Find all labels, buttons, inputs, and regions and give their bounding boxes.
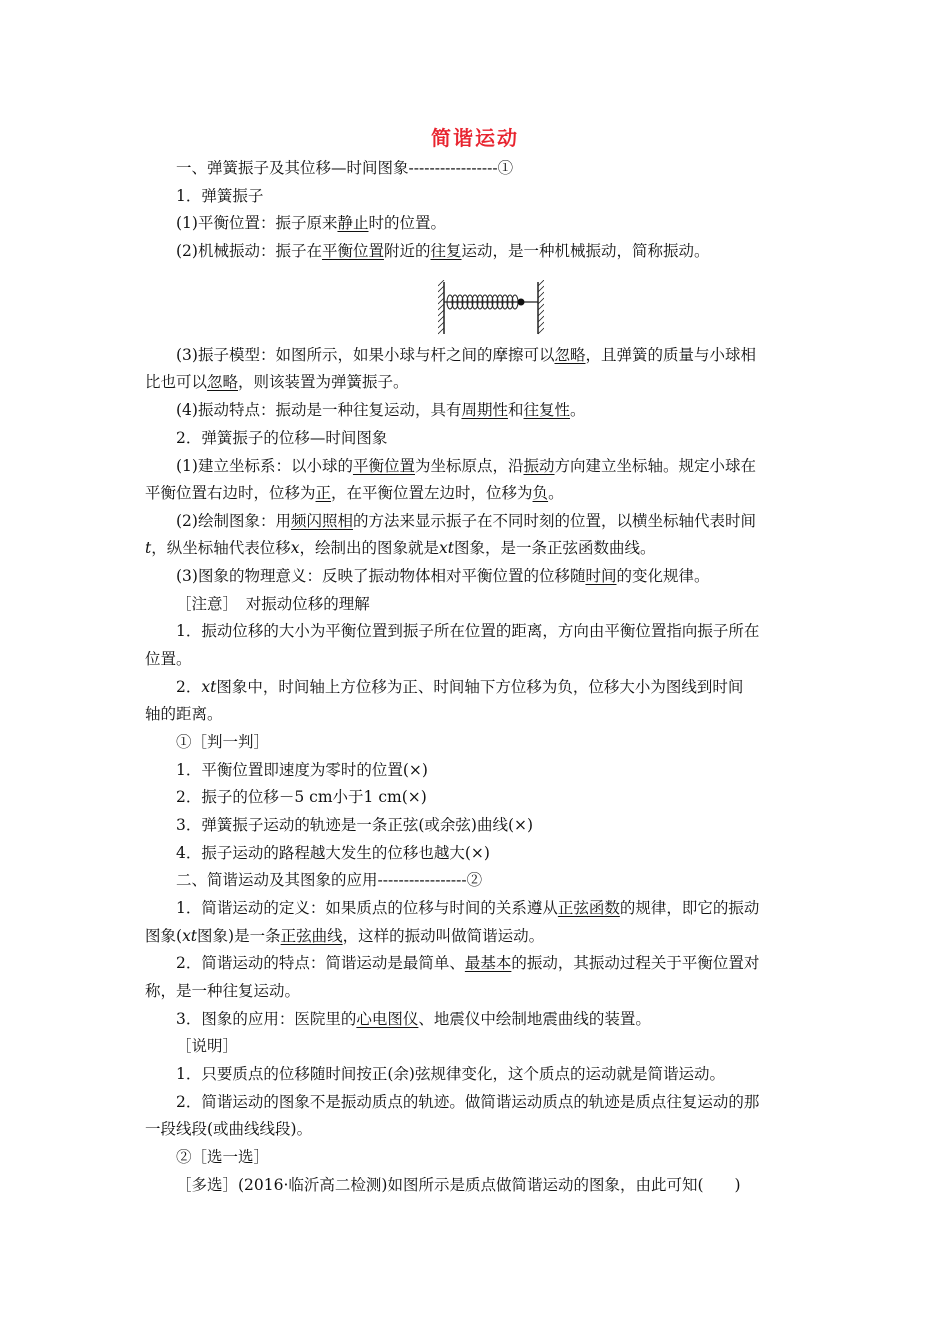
text-run: ，在平衡位置左边时，位移为 bbox=[331, 484, 533, 502]
text-run: ，且弹簧的质量与小球相 bbox=[585, 346, 756, 364]
text-run: 2．简谐运动的特点：简谐运动是最简单、 bbox=[176, 954, 465, 972]
text-run: ，纵坐标轴代表位移 bbox=[151, 539, 291, 557]
spring-oscillator-figure bbox=[438, 280, 544, 336]
para-vibration-features bbox=[176, 400, 586, 420]
note-item-1-line-1: 1．振动位移的大小为平衡位置到振子所在位置的距离，方向由平衡位置指向振子所在 bbox=[176, 622, 760, 640]
underlined-answer: 往复性 bbox=[523, 401, 571, 419]
question-text: ［多选］(2016·临沂高二检测)如图所示是质点做简谐运动的图象，由此可知( ) bbox=[176, 1176, 741, 1194]
text-run: 比也可以 bbox=[145, 373, 208, 391]
explain-item-1: 1．只要质点的位移随时间按正(余)弦规律变化，这个质点的运动就是简谐运动。 bbox=[176, 1065, 725, 1083]
text-run: xt bbox=[201, 678, 217, 696]
text-run: (2)机械振动：振子在 bbox=[176, 242, 322, 260]
para-applications bbox=[176, 1009, 651, 1029]
para-features-2: 称，是一种往复运动。 bbox=[145, 982, 301, 1000]
text-run: t bbox=[145, 539, 152, 557]
note-item-2-line-1 bbox=[176, 677, 743, 697]
para-oscillator-model-2 bbox=[145, 372, 409, 392]
underlined-answer: 振动 bbox=[523, 457, 555, 475]
note-item-1-line-2: 位置。 bbox=[145, 650, 192, 668]
underlined-answer: 时间 bbox=[585, 567, 617, 585]
judge-item-1: 1．平衡位置即速度为零时的位置(×) bbox=[176, 761, 428, 779]
subheading-xt-graph: 2．弹簧振子的位移—时间图象 bbox=[176, 429, 388, 447]
text-run: 图象中，时间轴上方位移为正、时间轴下方位移为负，位移大小为图线到时间 bbox=[216, 678, 744, 696]
text-run: xt bbox=[182, 927, 198, 945]
choose-title: ②［选一选］ bbox=[176, 1148, 270, 1166]
section-1-heading bbox=[176, 158, 513, 178]
judge-title: ①［判一判］ bbox=[176, 733, 270, 751]
underlined-answer: 往复 bbox=[430, 242, 462, 260]
text-run: (1)建立坐标系：以小球的 bbox=[176, 457, 353, 475]
text-run: ----------------- bbox=[377, 871, 467, 889]
judge-item-3: 3．弹簧振子运动的轨迹是一条正弦(或余弦)曲线(×) bbox=[176, 816, 534, 834]
para-physical-meaning bbox=[176, 566, 710, 586]
text-run: x bbox=[290, 539, 300, 557]
para-coordinate-1 bbox=[176, 456, 756, 476]
text-run: (3)振子模型：如图所示，如果小球与杆之间的摩擦可以 bbox=[176, 346, 555, 364]
text-run: ，绘制出的图象就是 bbox=[299, 539, 440, 557]
text-run: 平衡位置右边时，位移为 bbox=[145, 484, 316, 502]
underlined-answer: 平衡位置 bbox=[321, 242, 384, 260]
para-definition-2 bbox=[145, 926, 544, 946]
text-run: xt bbox=[439, 539, 454, 557]
underlined-answer: 平衡位置 bbox=[352, 457, 415, 475]
explain-item-2-line-1: 2．简谐运动的图象不是振动质点的轨迹。做简谐运动质点的轨迹是质点往复运动的那 bbox=[176, 1093, 760, 1111]
para-equilibrium-position bbox=[176, 213, 446, 233]
text-run: ② bbox=[466, 871, 483, 889]
underlined-answer: 正弦函数 bbox=[557, 899, 620, 917]
note-item-2-line-2: 轴的距离。 bbox=[145, 705, 223, 723]
text-run: 3．图象的应用：医院里的 bbox=[176, 1010, 357, 1028]
text-run: 为坐标原点，沿 bbox=[414, 457, 524, 475]
underlined-answer: 正弦曲线 bbox=[280, 927, 343, 945]
section-2-heading bbox=[176, 870, 482, 890]
text-run: (1)平衡位置：振子原来 bbox=[176, 214, 338, 232]
explain-item-2-line-2: 一段线段(或曲线线段)。 bbox=[145, 1120, 313, 1138]
para-drawing-2 bbox=[145, 538, 656, 558]
underlined-answer: 负 bbox=[532, 484, 549, 502]
text-run: ① bbox=[497, 159, 514, 177]
text-run: 图象，是一条正弦函数曲线。 bbox=[454, 539, 656, 557]
text-run: 和 bbox=[507, 401, 524, 419]
text-run: 的方法来显示振子在不同时刻的位置，以横坐标轴代表时间 bbox=[352, 512, 756, 530]
text-run: 。 bbox=[570, 401, 586, 419]
underlined-answer: 静止 bbox=[337, 214, 369, 232]
text-run: ，这样的振动叫做简谐运动。 bbox=[342, 927, 545, 945]
para-oscillator-model-1 bbox=[176, 345, 756, 365]
underlined-answer: 忽略 bbox=[207, 373, 239, 391]
para-drawing-1 bbox=[176, 511, 756, 531]
text-run: 。 bbox=[548, 484, 564, 502]
text-run: ，则该装置为弹簧振子。 bbox=[238, 373, 409, 391]
judge-item-2: 2．振子的位移－5 cm小于1 cm(×) bbox=[176, 788, 427, 806]
para-definition-1 bbox=[176, 898, 759, 918]
note-title: ［注意］ 对振动位移的理解 bbox=[176, 595, 370, 613]
para-mechanical-vibration bbox=[176, 241, 710, 261]
underlined-answer: 心电图仪 bbox=[356, 1010, 419, 1028]
underlined-answer: 周期性 bbox=[461, 401, 508, 419]
text-run: 图象)是一条 bbox=[197, 927, 281, 945]
para-coordinate-2 bbox=[145, 483, 564, 503]
text-run: 一、弹簧振子及其位移—时间图象 bbox=[176, 159, 409, 177]
text-run: 图象( bbox=[145, 927, 183, 945]
text-run: 时的位置。 bbox=[368, 214, 446, 232]
para-features-1 bbox=[176, 953, 759, 973]
page-title: 简谐运动 bbox=[431, 126, 519, 150]
underlined-answer: 频闪照相 bbox=[290, 512, 353, 530]
text-run: 的规律，即它的振动 bbox=[619, 899, 760, 917]
text-run: ----------------- bbox=[408, 159, 498, 177]
underlined-answer: 忽略 bbox=[554, 346, 586, 364]
explain-title: ［说明］ bbox=[176, 1037, 239, 1055]
text-run: 的变化规律。 bbox=[616, 567, 710, 585]
text-run: 2． bbox=[176, 678, 202, 696]
text-run: 的振动，其振动过程关于平衡位置对 bbox=[511, 954, 760, 972]
judge-item-4: 4．振子运动的路程越大发生的位移也越大(×) bbox=[176, 844, 490, 862]
text-run: (2)绘制图象：用 bbox=[176, 512, 291, 530]
text-run: 1．简谐运动的定义：如果质点的位移与时间的关系遵从 bbox=[176, 899, 558, 917]
text-run: 运动，是一种机械振动，简称振动。 bbox=[461, 242, 710, 260]
subheading-spring-oscillator: 1．弹簧振子 bbox=[176, 187, 264, 205]
text-run: 、地震仪中绘制地震曲线的装置。 bbox=[418, 1010, 651, 1028]
text-run: 方向建立坐标轴。规定小球在 bbox=[554, 457, 757, 475]
text-run: (3)图象的物理意义：反映了振动物体相对平衡位置的位移随 bbox=[176, 567, 586, 585]
underlined-answer: 最基本 bbox=[464, 954, 512, 972]
underlined-answer: 正 bbox=[315, 484, 332, 502]
text-run: (4)振动特点：振动是一种往复运动，具有 bbox=[176, 401, 462, 419]
text-run: 二、简谐运动及其图象的应用 bbox=[176, 871, 378, 889]
text-run: 附近的 bbox=[383, 242, 431, 260]
